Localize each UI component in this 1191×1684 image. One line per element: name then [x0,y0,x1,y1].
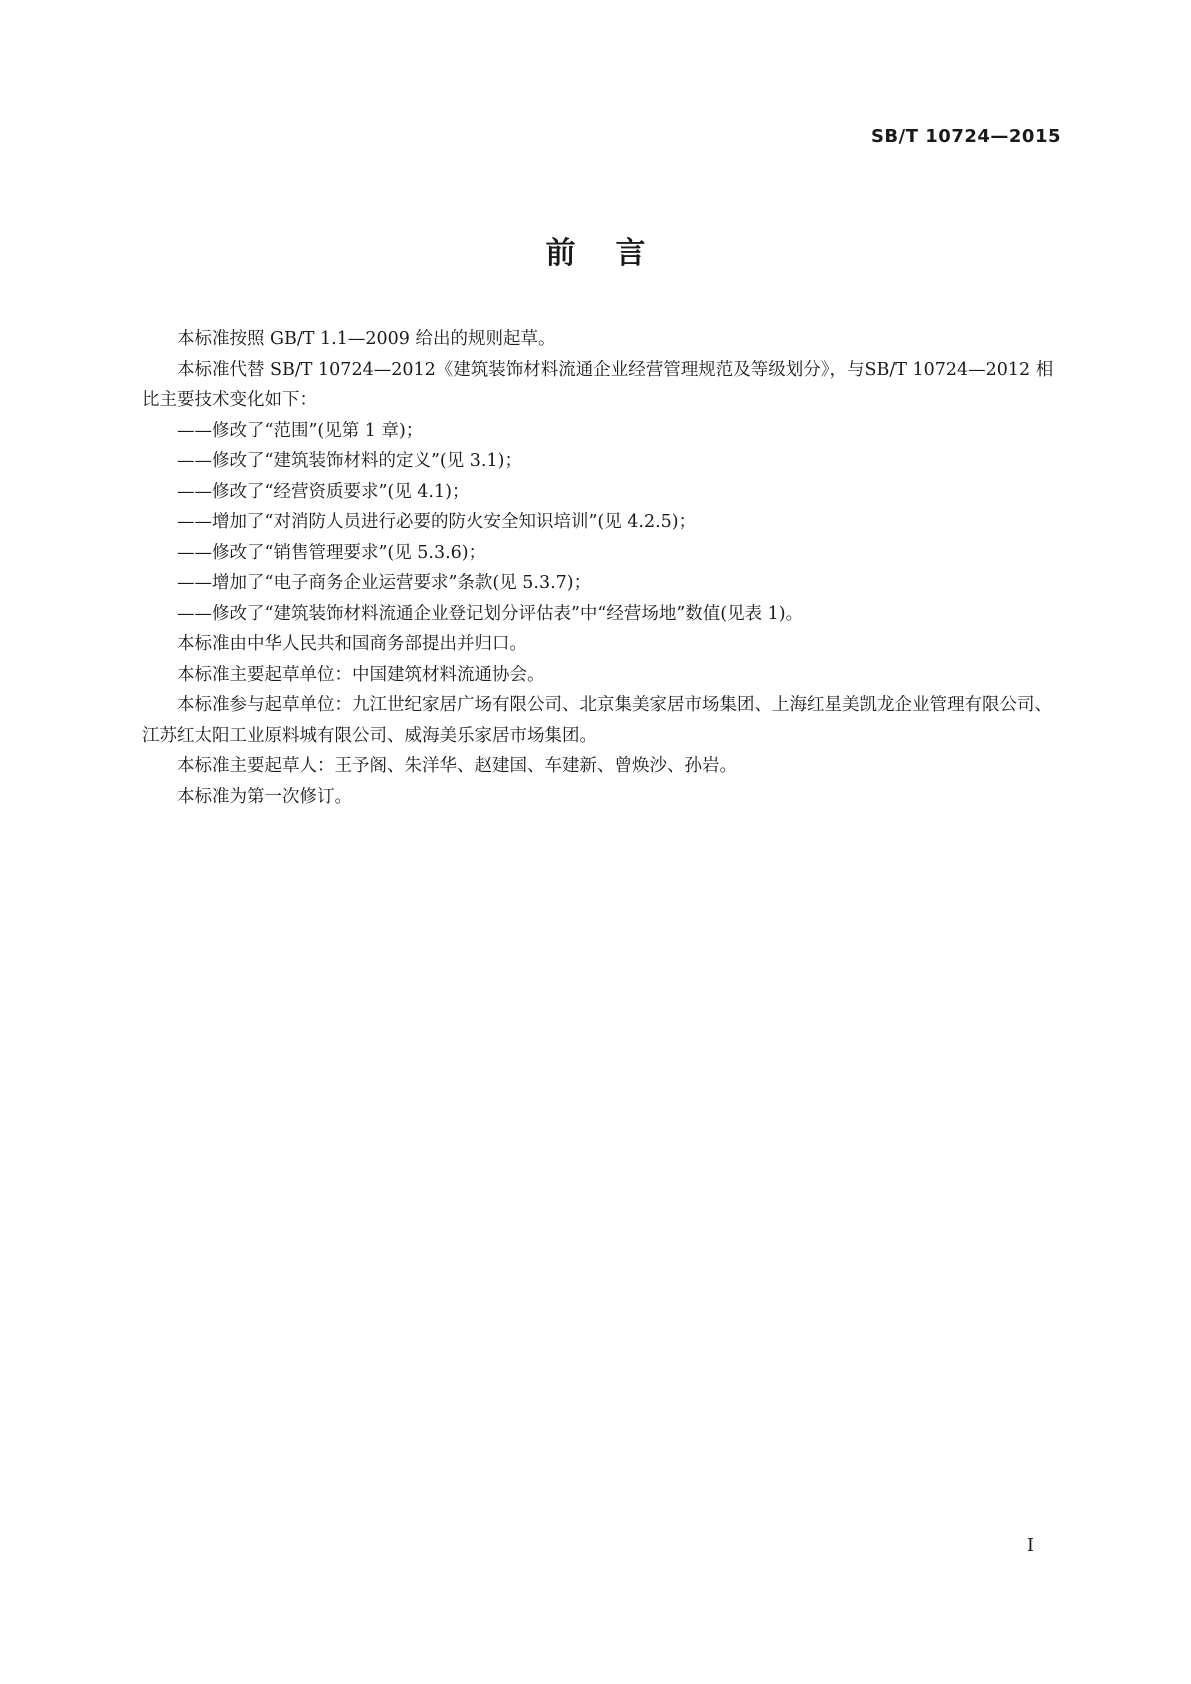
page-number: I [1026,1535,1034,1556]
paragraph-main-drafters: 本标准主要起草人：王予阁、朱洋华、赵建国、车建新、曾焕沙、孙岩。 [177,756,737,776]
change-item: ——修改了“建筑装饰材料的定义”(见 3.1)； [177,451,522,471]
change-item: ——增加了“电子商务企业运营要求”条款(见 5.3.7)； [177,573,592,593]
paragraph-main-drafter-unit: 本标准主要起草单位：中国建筑材料流通协会。 [177,664,545,685]
change-item: ——修改了“建筑装饰材料流通企业登记划分评估表”中“经营场地”数值(见表 1)。 [177,603,804,624]
preface-body [142,324,1060,812]
paragraph-participating-units: 本标准参与起草单位：九江世纪家居广场有限公司、北京集美家居市场集团、上海红星美凯龙企业管理有限公司、江苏红太阳工业原料城有限公司、威海美乐家居市场集团。 [142,695,1052,746]
paragraph-revision-note: 本标准为第一次修订。 [177,786,352,807]
change-item: ——增加了“对消防人员进行必要的防火安全知识培训”(见 4.2.5)； [177,512,697,532]
change-item: ——修改了“销售管理要求”(见 5.3.6)； [177,542,487,563]
paragraph-replacement: 本标准代替 SB/T 10724—2012《建筑装饰材料流通企业经营管理规范及等级划分》，与SB/T 10724—2012 相比主要技术变化如下： [142,359,1054,410]
change-item: ——修改了“经营资质要求”(见 4.1)； [177,481,470,502]
paragraph-drafting-rules: 本标准按照 GB/T 1.1—2009 给出的规则起草。 [177,329,556,349]
paragraph-proposer: 本标准由中华人民共和国商务部提出并归口。 [177,634,527,654]
change-item: ——修改了“范围”(见第 1 章)； [177,420,424,441]
standard-code: SB/T 10724—2015 [870,126,1061,147]
page-title: 前言 [545,236,686,271]
